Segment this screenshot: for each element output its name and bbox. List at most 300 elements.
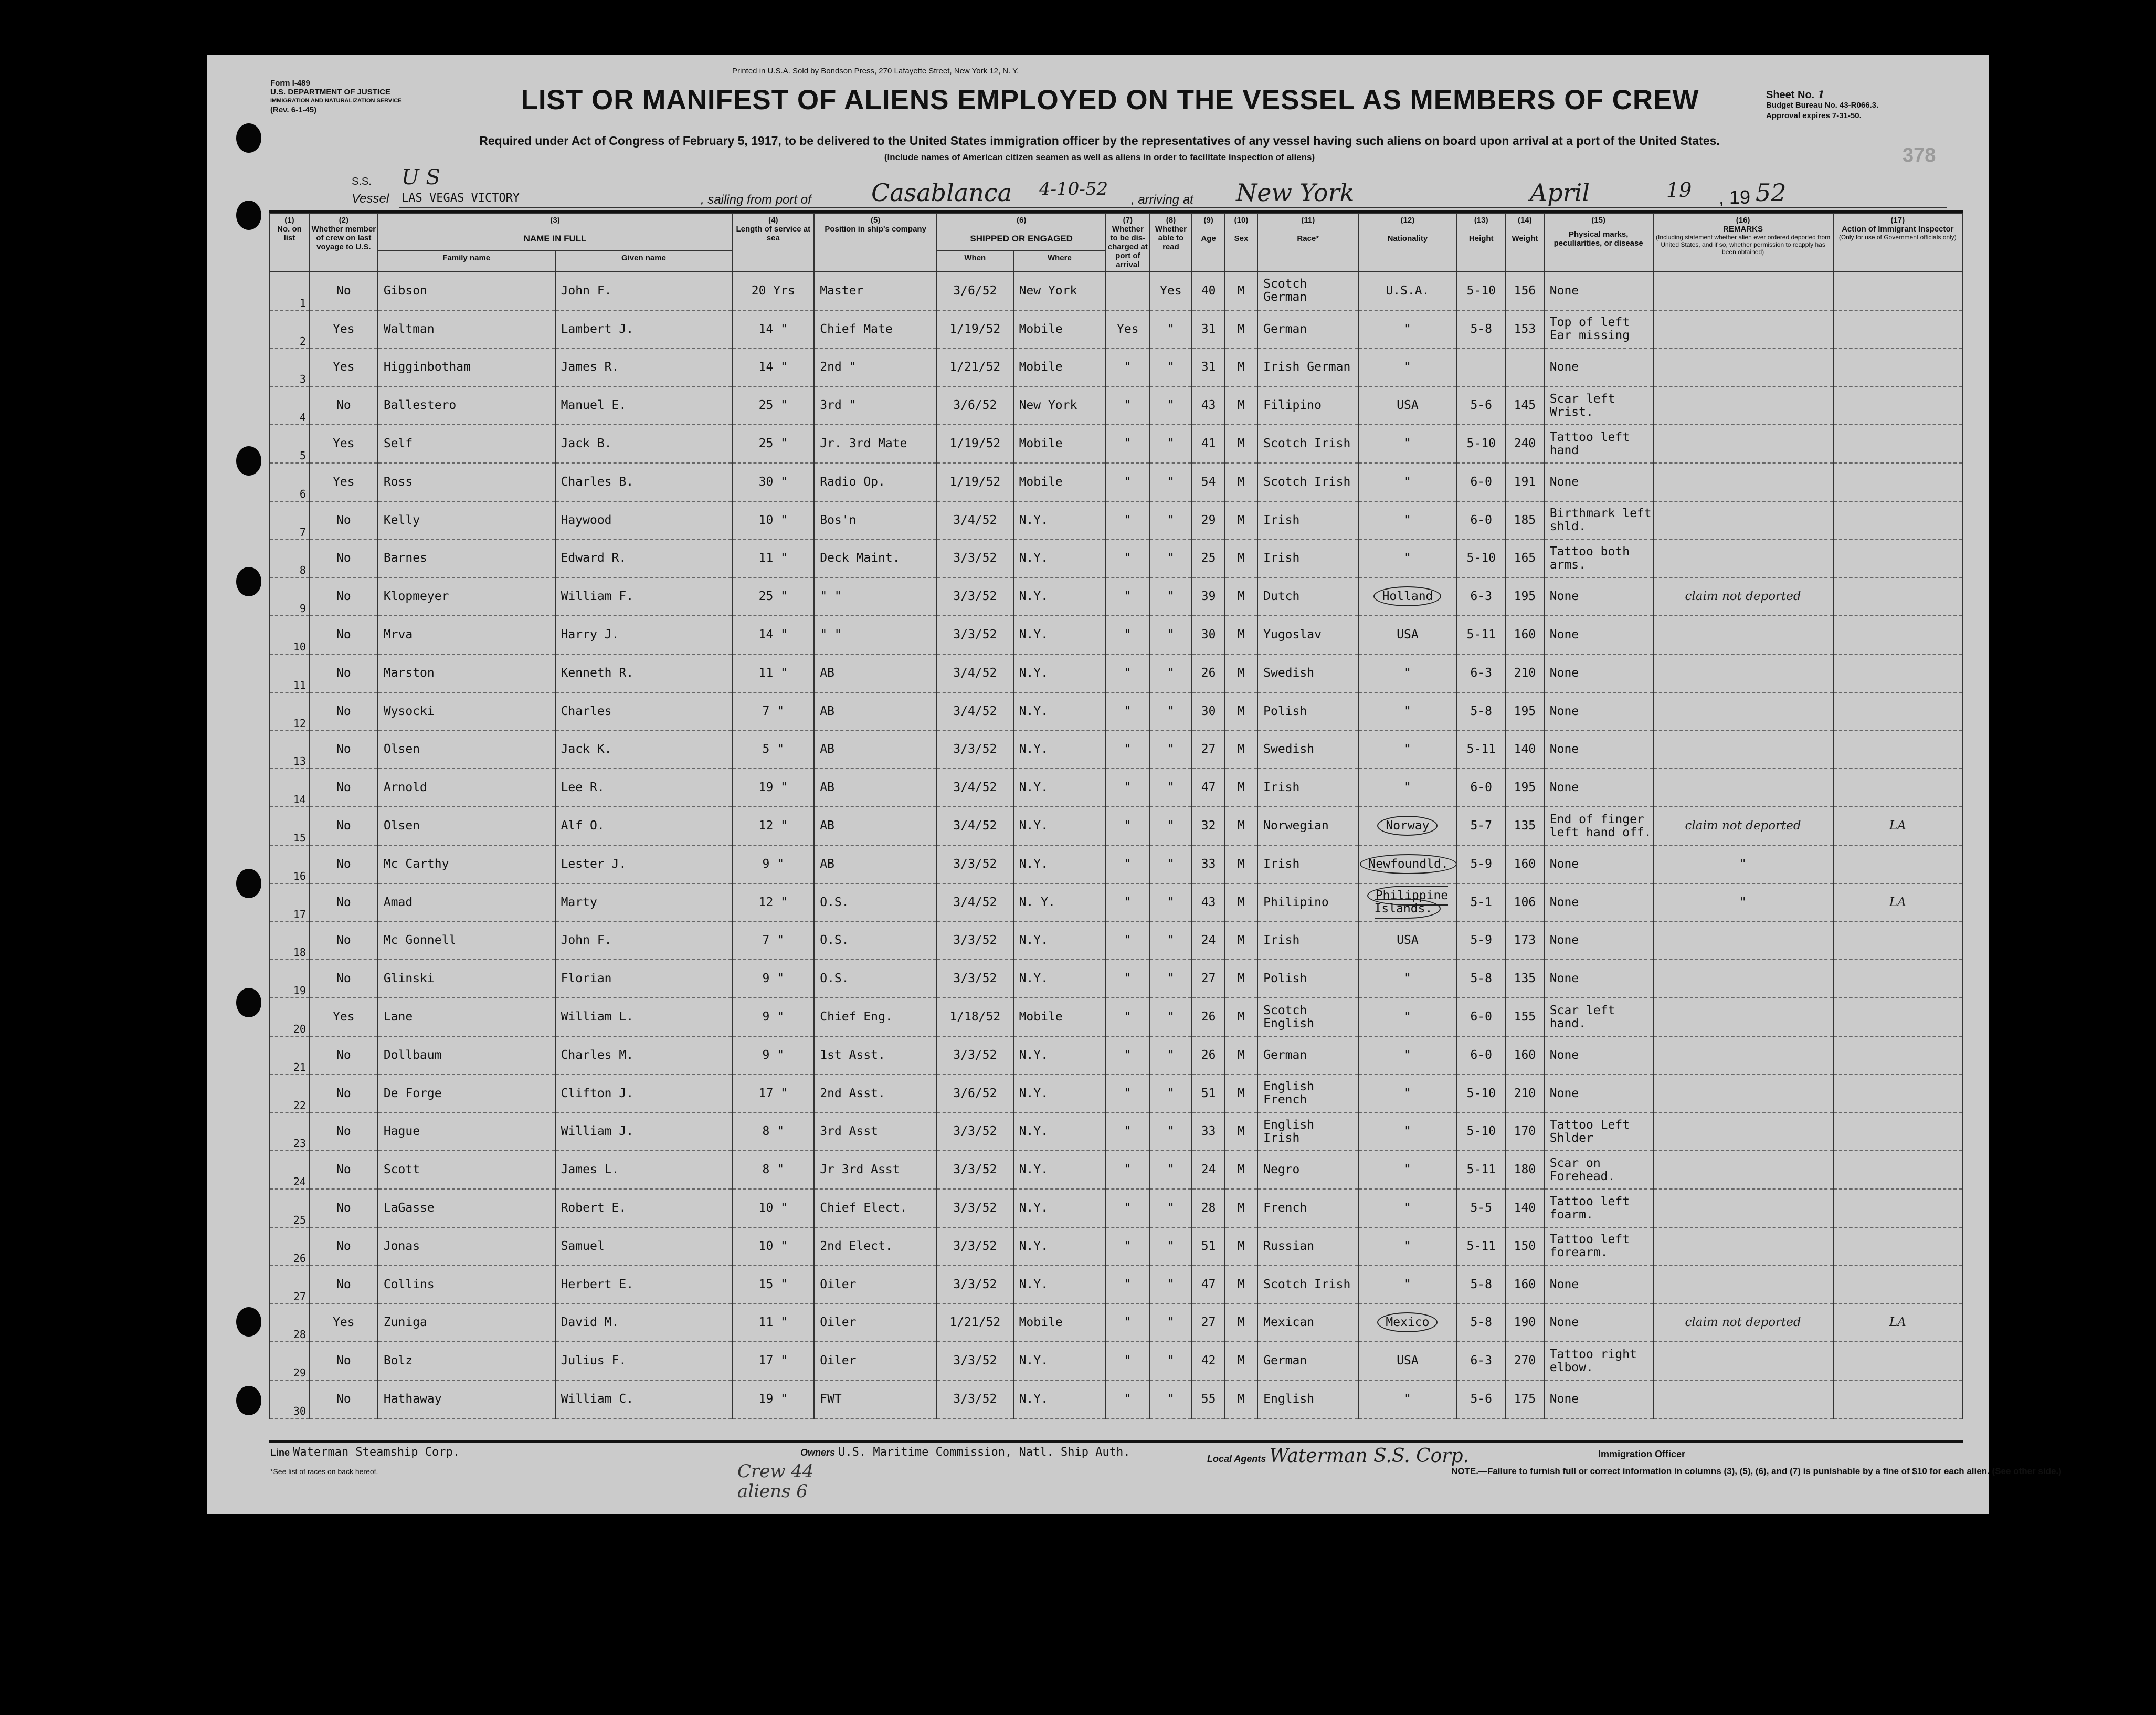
service-length: 15 " [732,1266,814,1304]
table-row [269,310,1962,349]
race: Swedish [1257,731,1358,769]
table-row [269,692,1962,731]
row-number: 25 [269,1189,310,1227]
weight: 153 [1506,310,1544,349]
shipped-when: 3/3/52 [937,1380,1013,1418]
discharged: " [1106,692,1149,731]
col-action: (17) Action of Immigrant Inspector (Only for use of Government officials only) [1833,213,1962,272]
height: 5-10 [1456,272,1506,310]
able-to-read: " [1149,1227,1192,1266]
weight: 145 [1506,386,1544,425]
column-subheader-row: Family name Given name When Where [269,251,1962,272]
weight: 135 [1506,960,1544,998]
sex: M [1225,463,1257,501]
given-name: Jack B. [555,425,733,463]
nationality: USA [1358,616,1456,654]
physical-marks: None [1544,922,1653,960]
discharged: " [1106,807,1149,845]
arrival-year: 52 [1756,178,1787,207]
sex: M [1225,1380,1257,1418]
height: 5-11 [1456,1227,1506,1266]
weight: 140 [1506,731,1544,769]
shipped-where: N.Y. [1013,692,1106,731]
physical-marks: None [1544,1036,1653,1075]
age: 24 [1192,1151,1224,1189]
prev-voyage: No [310,1075,378,1113]
discharged [1106,272,1149,310]
prev-voyage: No [310,1227,378,1266]
table-row [269,807,1962,845]
position: Chief Elect. [814,1189,937,1227]
family-name: Higginbotham [378,349,555,387]
family-name: Zuniga [378,1304,555,1342]
given-name: James L. [555,1151,733,1189]
discharged: " [1106,883,1149,922]
column-header-row [269,213,1962,251]
shipped-when: 3/4/52 [937,501,1013,540]
inspector-action [1833,540,1962,578]
shipped-where: Mobile [1013,349,1106,387]
shipped-where: N.Y. [1013,731,1106,769]
race: English [1257,1380,1358,1418]
table-row [269,1075,1962,1113]
physical-marks: None [1544,883,1653,922]
col-weight: (14) Weight [1506,213,1544,272]
inspector-action [1833,1151,1962,1189]
age: 31 [1192,310,1224,349]
discharged: " [1106,1075,1149,1113]
row-number: 22 [269,1075,310,1113]
remarks [1653,425,1833,463]
given-name: Haywood [555,501,733,540]
position: FWT [814,1380,937,1418]
family-name: Scott [378,1151,555,1189]
position: 3rd " [814,386,937,425]
position: 2nd Asst. [814,1075,937,1113]
physical-marks: None [1544,731,1653,769]
given-name: Florian [555,960,733,998]
remarks: claim not deported [1653,807,1833,845]
given-name: John F. [555,272,733,310]
able-to-read: " [1149,845,1192,883]
race: French [1257,1189,1358,1227]
service-length: 7 " [732,922,814,960]
sex: M [1225,1075,1257,1113]
family-name: Barnes [378,540,555,578]
remarks [1653,1113,1833,1151]
crew-count: Crew 44 [737,1461,814,1482]
family-name: Hague [378,1113,555,1151]
age: 30 [1192,692,1224,731]
row-number: 19 [269,960,310,998]
table-row [269,1189,1962,1227]
given-name: William C. [555,1380,733,1418]
nationality: " [1358,540,1456,578]
nationality: Philippine Islands. [1358,883,1456,922]
able-to-read: " [1149,1075,1192,1113]
discharged: " [1106,1189,1149,1227]
row-number: 15 [269,807,310,845]
position: " " [814,577,937,616]
able-to-read: " [1149,501,1192,540]
given-name: Manuel E. [555,386,733,425]
inspector-action [1833,501,1962,540]
shipped-when: 3/3/52 [937,845,1013,883]
row-number: 2 [269,310,310,349]
discharged: " [1106,1380,1149,1418]
ss-value: U S [401,165,440,190]
age: 30 [1192,616,1224,654]
table-row [269,1227,1962,1266]
table-bottom-rule [269,1440,1963,1443]
prev-voyage: No [310,272,378,310]
inspector-action: LA [1833,807,1962,845]
prev-voyage: No [310,654,378,692]
col-discharged: (7) Whether to be dis-charged at port of arrival [1106,213,1149,272]
sex: M [1225,960,1257,998]
table-row [269,1304,1962,1342]
shipped-where: N.Y. [1013,807,1106,845]
given-name: William L. [555,998,733,1036]
shipped-when: 3/3/52 [937,1189,1013,1227]
able-to-read: " [1149,692,1192,731]
inspector-action [1833,1266,1962,1304]
race: Irish [1257,540,1358,578]
nationality: " [1358,425,1456,463]
height: 5-11 [1456,616,1506,654]
position: AB [814,769,937,807]
shipped-when: 3/3/52 [937,922,1013,960]
table-row [269,425,1962,463]
age: 33 [1192,845,1224,883]
inspector-action [1833,769,1962,807]
prev-voyage: No [310,577,378,616]
table-row [269,1113,1962,1151]
form-id: Form I-489 U.S. DEPARTMENT OF JUSTICE IMMIGRATION AND NATURALIZATION SERVICE (Rev. 6-1-45) [270,79,402,114]
age: 41 [1192,425,1224,463]
sex: M [1225,501,1257,540]
manifest-page [207,55,2062,1514]
table-row [269,463,1962,501]
nationality: " [1358,1113,1456,1151]
weight: 135 [1506,807,1544,845]
table-row [269,616,1962,654]
height: 5-9 [1456,922,1506,960]
race: Norwegian [1257,807,1358,845]
age: 27 [1192,1304,1224,1342]
weight: 191 [1506,463,1544,501]
row-number: 24 [269,1151,310,1189]
shipped-where: N.Y. [1013,1113,1106,1151]
race: Scotch Irish [1257,463,1358,501]
col-position: (5) Position in ship's company [814,213,937,272]
row-number: 27 [269,1266,310,1304]
shipped-when: 3/3/52 [937,616,1013,654]
service-length: 9 " [732,998,814,1036]
nationality: " [1358,1266,1456,1304]
inspector-action [1833,960,1962,998]
height: 6-3 [1456,577,1506,616]
family-name: Hathaway [378,1380,555,1418]
remarks: claim not deported [1653,1304,1833,1342]
prev-voyage: Yes [310,425,378,463]
discharged: " [1106,463,1149,501]
race: Irish [1257,922,1358,960]
row-number: 29 [269,1342,310,1380]
position: Chief Eng. [814,998,937,1036]
table-row [269,577,1962,616]
position: Master [814,272,937,310]
shipped-where: N.Y. [1013,540,1106,578]
race: German [1257,1036,1358,1075]
discharged: " [1106,349,1149,387]
shipped-when: 3/3/52 [937,1151,1013,1189]
shipped-where: N.Y. [1013,1227,1106,1266]
position: 2nd Elect. [814,1227,937,1266]
shipped-where: N.Y. [1013,1266,1106,1304]
service-length: 17 " [732,1342,814,1380]
given-name: Charles M. [555,1036,733,1075]
service-length: 10 " [732,501,814,540]
weight: 150 [1506,1227,1544,1266]
prev-voyage: No [310,386,378,425]
shipped-when: 3/3/52 [937,1266,1013,1304]
position: " " [814,616,937,654]
row-number: 20 [269,998,310,1036]
nationality: " [1358,1075,1456,1113]
service-length: 11 " [732,654,814,692]
sex: M [1225,1151,1257,1189]
able-to-read: " [1149,654,1192,692]
race: English Irish [1257,1113,1358,1151]
physical-marks: Scar left hand. [1544,998,1653,1036]
able-to-read: " [1149,463,1192,501]
sex: M [1225,386,1257,425]
able-to-read: " [1149,1113,1192,1151]
discharged: " [1106,1342,1149,1380]
row-number: 30 [269,1380,310,1418]
row-number: 18 [269,922,310,960]
nationality: " [1358,731,1456,769]
height: 5-10 [1456,425,1506,463]
height: 5-10 [1456,1113,1506,1151]
shipped-where: New York [1013,386,1106,425]
inspector-action [1833,1075,1962,1113]
physical-marks: Scar on Forehead. [1544,1151,1653,1189]
shipped-when: 3/3/52 [937,1113,1013,1151]
col-remarks: (16) REMARKS (Including statement whether alien ever ordered deported from United States, and if so, whether permission to reapply has been obtained) [1653,213,1833,272]
inspector-action [1833,998,1962,1036]
shipped-where: Mobile [1013,425,1106,463]
able-to-read: " [1149,1380,1192,1418]
inspector-action [1833,463,1962,501]
physical-marks: End of finger left hand off. [1544,807,1653,845]
table-row [269,349,1962,387]
sex: M [1225,692,1257,731]
physical-marks: None [1544,272,1653,310]
prev-voyage: No [310,845,378,883]
punch-hole [236,446,261,476]
race: Irish [1257,769,1358,807]
weight: 175 [1506,1380,1544,1418]
nationality: " [1358,654,1456,692]
nationality: " [1358,960,1456,998]
weight: 165 [1506,540,1544,578]
able-to-read: " [1149,386,1192,425]
weight: 173 [1506,922,1544,960]
able-to-read: " [1149,731,1192,769]
row-number: 21 [269,1036,310,1075]
service-length: 11 " [732,1304,814,1342]
discharged: " [1106,922,1149,960]
shipped-where: New York [1013,272,1106,310]
able-to-read: " [1149,1151,1192,1189]
age: 43 [1192,883,1224,922]
sex: M [1225,1113,1257,1151]
race: Polish [1257,960,1358,998]
position: 1st Asst. [814,1036,937,1075]
discharged: " [1106,960,1149,998]
prev-voyage: No [310,1113,378,1151]
remarks [1653,349,1833,387]
sheet-info: Sheet No. 1 Budget Bureau No. 43-R066.3. Approval expires 7-31-50. [1766,88,1879,120]
able-to-read: " [1149,998,1192,1036]
remarks [1653,616,1833,654]
height: 5-8 [1456,1304,1506,1342]
age: 40 [1192,272,1224,310]
height: 6-0 [1456,998,1506,1036]
sex: M [1225,1304,1257,1342]
sex: M [1225,616,1257,654]
shipped-where: N.Y. [1013,577,1106,616]
given-name: David M. [555,1304,733,1342]
given-name: Julius F. [555,1342,733,1380]
shipped-where: N.Y. [1013,616,1106,654]
height: 5-8 [1456,310,1506,349]
discharged: " [1106,616,1149,654]
physical-marks: Top of left Ear missing [1544,310,1653,349]
family-name: Mc Carthy [378,845,555,883]
height: 6-0 [1456,1036,1506,1075]
service-length: 9 " [732,1036,814,1075]
physical-marks: Tattoo both arms. [1544,540,1653,578]
position: Bos'n [814,501,937,540]
row-number: 17 [269,883,310,922]
nationality: " [1358,349,1456,387]
prev-voyage: Yes [310,1304,378,1342]
height: 5-8 [1456,960,1506,998]
discharged: " [1106,1036,1149,1075]
col-age: (9) Age [1192,213,1224,272]
remarks: " [1653,883,1833,922]
service-length: 10 " [732,1189,814,1227]
sex: M [1225,1266,1257,1304]
sailing-date: 4-10-52 [1039,178,1108,199]
table-row [269,960,1962,998]
discharged: " [1106,540,1149,578]
family-name: Arnold [378,769,555,807]
race: Philipino [1257,883,1358,922]
sex: M [1225,272,1257,310]
inspector-action [1833,616,1962,654]
age: 25 [1192,540,1224,578]
nationality: " [1358,1036,1456,1075]
nationality: USA [1358,1342,1456,1380]
officer-label: Immigration Officer [1598,1449,1686,1459]
weight: 190 [1506,1304,1544,1342]
able-to-read: " [1149,1189,1192,1227]
remarks [1653,922,1833,960]
able-to-read: " [1149,425,1192,463]
row-number: 3 [269,349,310,387]
inclusion-note: (Include names of American citizen seamen as well as aliens in order to facilitate inspection of aliens) [884,152,1315,162]
remarks [1653,1380,1833,1418]
height: 5-6 [1456,386,1506,425]
col-shipped: (6) SHIPPED OR ENGAGED [937,213,1106,251]
position: AB [814,845,937,883]
crew-rows [269,272,1962,1418]
row-number: 8 [269,540,310,578]
vessel-underline [399,207,1947,208]
able-to-read: " [1149,616,1192,654]
able-to-read: " [1149,807,1192,845]
discharged: " [1106,769,1149,807]
prev-voyage: No [310,1342,378,1380]
service-length: 25 " [732,386,814,425]
discharged: " [1106,1266,1149,1304]
punch-hole [236,988,261,1017]
shipped-where: N.Y. [1013,845,1106,883]
given-name: Marty [555,883,733,922]
inspector-action [1833,654,1962,692]
nationality: Mexico [1358,1304,1456,1342]
height: 5-10 [1456,1075,1506,1113]
position: Oiler [814,1304,937,1342]
shipped-when: 3/4/52 [937,692,1013,731]
race: English French [1257,1075,1358,1113]
physical-marks: Birthmark left shld. [1544,501,1653,540]
service-length: 14 " [732,310,814,349]
physical-marks: None [1544,1304,1653,1342]
table-row [269,540,1962,578]
able-to-read: " [1149,1342,1192,1380]
height: 6-0 [1456,769,1506,807]
age: 54 [1192,463,1224,501]
prev-voyage: No [310,883,378,922]
age: 28 [1192,1189,1224,1227]
prev-voyage: No [310,1380,378,1418]
given-name: William F. [555,577,733,616]
service-length: 25 " [732,577,814,616]
position: Chief Mate [814,310,937,349]
discharged: " [1106,577,1149,616]
vessel-line: S.S. U S Vessel LAS VEGAS VICTORY , sailing from port of Casablanca 4-10-52 , arriving at New York April 19 , 19 52 [207,176,1989,207]
weight: 210 [1506,654,1544,692]
family-name: Lane [378,998,555,1036]
service-length: 9 " [732,845,814,883]
physical-marks: None [1544,692,1653,731]
shipped-when: 3/6/52 [937,272,1013,310]
race: Yugoslav [1257,616,1358,654]
shipped-when: 3/4/52 [937,807,1013,845]
shipped-when: 3/3/52 [937,577,1013,616]
given-name: Clifton J. [555,1075,733,1113]
row-number: 6 [269,463,310,501]
table-row [269,501,1962,540]
footer-line: Line Waterman Steamship Corp. [270,1446,460,1459]
height: 6-3 [1456,1342,1506,1380]
weight: 160 [1506,616,1544,654]
